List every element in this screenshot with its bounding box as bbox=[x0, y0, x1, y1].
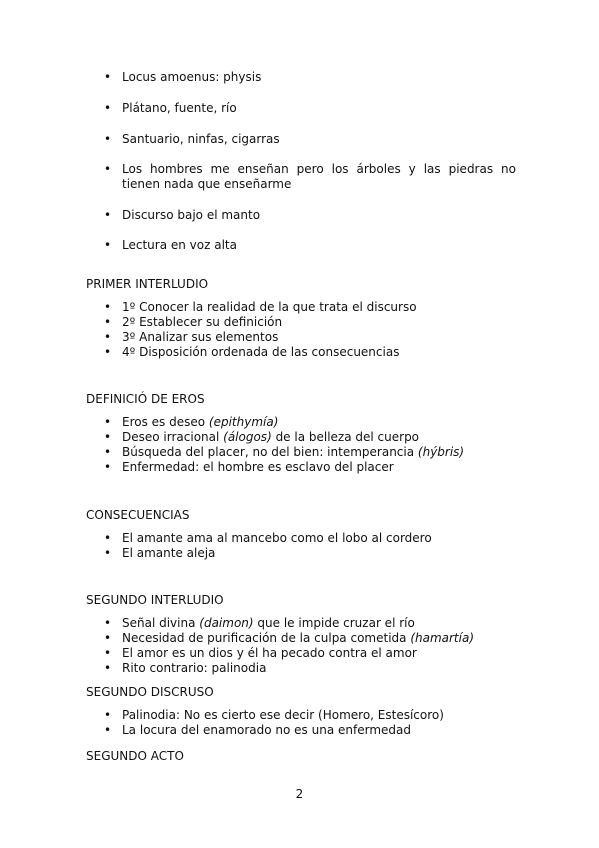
list-item-text: 2º Establecer su definición bbox=[122, 315, 283, 329]
list-item-text: 1º Conocer la realidad de la que trata el discurso bbox=[122, 300, 417, 314]
list-item bbox=[86, 631, 516, 646]
segundo-acto-section bbox=[86, 749, 516, 764]
list-item bbox=[86, 208, 516, 223]
bullet-icon: • bbox=[104, 546, 112, 560]
bullet-icon: • bbox=[104, 430, 112, 444]
list-item-text: Búsqueda del placer, no del bien: intemperancia bbox=[122, 445, 418, 459]
list-item-text: Locus amoenus: physis bbox=[122, 70, 262, 84]
list-item-text-after: que le impide cruzar el río bbox=[253, 616, 415, 630]
list-item-text: 4º Disposición ordenada de las consecuencias bbox=[122, 345, 400, 359]
list-item bbox=[86, 70, 516, 85]
list-item-text: Rito contrario: palinodia bbox=[122, 661, 267, 675]
bullet-icon: • bbox=[104, 300, 112, 314]
bullet-icon: • bbox=[104, 445, 112, 459]
list-item bbox=[86, 132, 516, 147]
primer-interludio-list bbox=[86, 300, 516, 360]
list-item-text: Eros es deseo bbox=[122, 415, 209, 429]
section-heading: CONSECUENCIAS bbox=[86, 508, 190, 522]
bullet-icon: • bbox=[104, 330, 112, 344]
list-item bbox=[86, 708, 516, 723]
bullet-icon: • bbox=[104, 238, 112, 252]
segundo-discruso-section bbox=[86, 685, 516, 738]
list-item-text: Deseo irracional bbox=[122, 430, 224, 444]
list-item-text: El amante aleja bbox=[122, 546, 216, 560]
bullet-icon: • bbox=[104, 646, 112, 660]
bullet-icon: • bbox=[104, 723, 112, 737]
bullet-icon: • bbox=[104, 415, 112, 429]
bullet-icon: • bbox=[104, 631, 112, 645]
list-item-text: La locura del enamorado no es una enfermedad bbox=[122, 723, 411, 737]
list-item-italic: (daimon) bbox=[199, 616, 254, 630]
bullet-icon: • bbox=[104, 70, 112, 84]
list-item bbox=[86, 646, 516, 661]
list-item bbox=[86, 430, 516, 445]
bullet-icon: • bbox=[104, 708, 112, 722]
primer-interludio-section bbox=[86, 277, 516, 360]
list-item bbox=[86, 315, 516, 330]
list-item-text: Discurso bajo el manto bbox=[122, 208, 261, 222]
list-item bbox=[86, 101, 516, 116]
bullet-icon: • bbox=[104, 531, 112, 545]
section-heading: SEGUNDO INTERLUDIO bbox=[86, 593, 224, 607]
list-item-italic: (hamartía) bbox=[410, 631, 475, 645]
bullet-icon: • bbox=[104, 616, 112, 630]
segundo-interludio-section bbox=[86, 593, 516, 676]
bullet-icon: • bbox=[104, 315, 112, 329]
bullet-icon: • bbox=[104, 101, 112, 115]
definicio-eros-section bbox=[86, 392, 516, 475]
list-item-italic: (epithymía) bbox=[208, 415, 279, 429]
list-item bbox=[86, 330, 516, 345]
list-item bbox=[86, 723, 516, 738]
list-item bbox=[86, 616, 516, 631]
consecuencias-list bbox=[86, 531, 516, 561]
bullet-icon: • bbox=[104, 661, 112, 675]
list-item-text: Palinodia: No es cierto ese decir (Homero, Estesícoro) bbox=[122, 708, 444, 722]
bullet-icon: • bbox=[104, 132, 112, 146]
list-item-text: Santuario, ninfas, cigarras bbox=[122, 132, 280, 146]
list-item-text: 3º Analizar sus elementos bbox=[122, 330, 279, 344]
list-item-italic: (hýbris) bbox=[417, 445, 465, 459]
bullet-icon: • bbox=[104, 162, 112, 176]
list-item bbox=[86, 445, 516, 460]
section-heading: SEGUNDO ACTO bbox=[86, 749, 184, 763]
list-item-text: Señal divina bbox=[122, 616, 200, 630]
list-item-italic: (álogos) bbox=[223, 430, 272, 444]
list-item-text: Lectura en voz alta bbox=[122, 238, 237, 252]
definicio-eros-list bbox=[86, 415, 516, 475]
segundo-interludio-list bbox=[86, 616, 516, 676]
list-item bbox=[86, 415, 516, 430]
bullet-icon: • bbox=[104, 345, 112, 359]
list-item-text: Plátano, fuente, río bbox=[122, 101, 237, 115]
list-item-text: Necesidad de purificación de la culpa cometida bbox=[122, 631, 411, 645]
page-number: 2 bbox=[295, 787, 304, 801]
list-item bbox=[86, 300, 516, 315]
list-item-text: El amante ama al mancebo como el lobo al cordero bbox=[122, 531, 432, 545]
list-item-text: Los hombres me enseñan pero los árboles y las piedras no tienen nada que enseñarme bbox=[122, 162, 516, 191]
section-heading: DEFINICIÓ DE EROS bbox=[86, 392, 205, 406]
section-heading: PRIMER INTERLUDIO bbox=[86, 277, 209, 291]
list-item-text: Enfermedad: el hombre es esclavo del placer bbox=[122, 460, 394, 474]
section-heading: SEGUNDO DISCRUSO bbox=[86, 685, 214, 699]
list-item bbox=[86, 661, 516, 676]
list-item bbox=[86, 162, 516, 192]
list-item bbox=[86, 460, 516, 475]
list-item bbox=[86, 238, 516, 253]
bullet-icon: • bbox=[104, 460, 112, 474]
bullet-icon: • bbox=[104, 208, 112, 222]
list-item bbox=[86, 546, 516, 561]
list-item bbox=[86, 531, 516, 546]
list-item-text: El amor es un dios y él ha pecado contra el amor bbox=[122, 646, 417, 660]
list-item-text-after: de la belleza del cuerpo bbox=[271, 430, 420, 444]
consecuencias-section bbox=[86, 508, 516, 561]
list-item bbox=[86, 345, 516, 360]
segundo-discruso-list bbox=[86, 708, 516, 738]
